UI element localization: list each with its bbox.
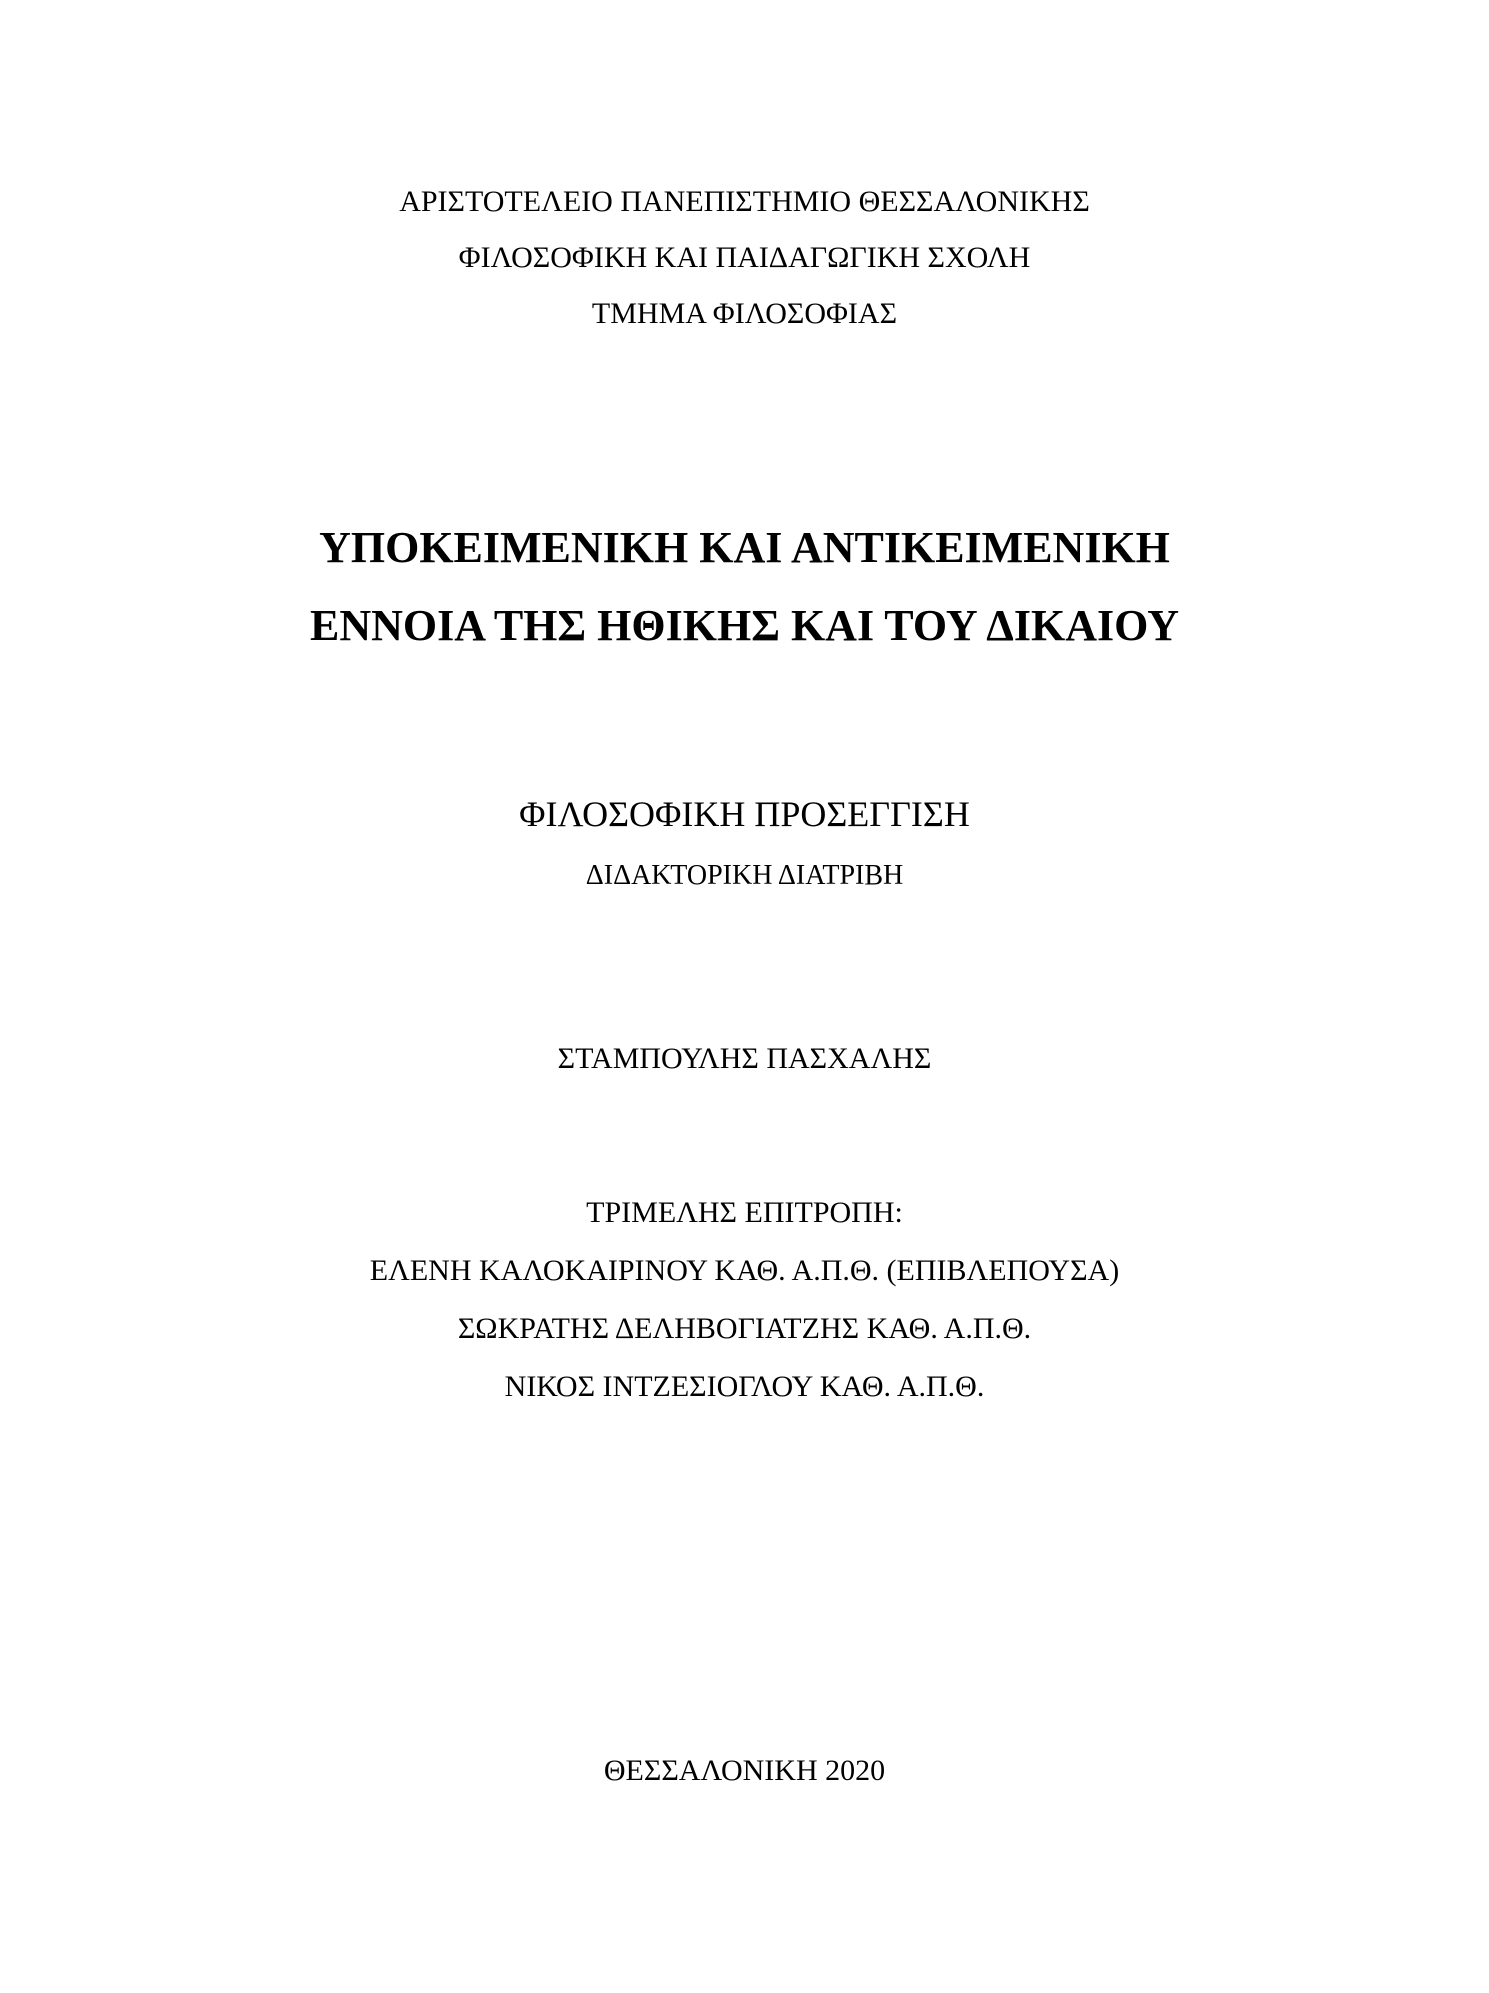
- school-name: ΦΙΛΟΣΟΦΙΚΗ ΚΑΙ ΠΑΙΔΑΓΩΓΙΚΗ ΣΧΟΛΗ: [458, 241, 1031, 274]
- committee-member-2: ΣΩΚΡΑΤΗΣ ΔΕΛΗΒΟΓΙΑΤΖΗΣ ΚΑΘ. Α.Π.Θ.: [457, 1312, 1032, 1345]
- thesis-title-line-1: ΥΠΟΚΕΙΜΕΝΙΚΗ ΚΑΙ ΑΝΤΙΚΕΙΜΕΝΙΚΗ: [319, 523, 1170, 572]
- committee-member-3: ΝΙΚΟΣ ΙΝΤΖΕΣΙΟΓΛΟΥ ΚΑΘ. Α.Π.Θ.: [504, 1370, 985, 1403]
- place-and-year: ΘΕΣΣΑΛΟΝΙΚΗ 2020: [603, 1754, 886, 1787]
- author-name: ΣΤΑΜΠΟΥΛΗΣ ΠΑΣΧΑΛΗΣ: [557, 1042, 932, 1075]
- committee-heading: ΤΡΙΜΕΛΗΣ ΕΠΙΤΡΟΠΗ:: [586, 1196, 903, 1229]
- document-type: ΔΙΔΑΚΤΟΡΙΚΗ ΔΙΑΤΡΙΒΗ: [585, 860, 904, 891]
- thesis-subtitle: ΦΙΛΟΣΟΦΙΚΗ ΠΡΟΣΕΓΓΙΣΗ: [519, 794, 970, 834]
- committee-member-1: ΕΛΕΝΗ ΚΑΛΟΚΑΙΡΙΝΟΥ ΚΑΘ. Α.Π.Θ. (ΕΠΙΒΛΕΠΟΥΣΑ): [369, 1254, 1120, 1287]
- department-name: ΤΜΗΜΑ ΦΙΛΟΣΟΦΙΑΣ: [591, 297, 898, 330]
- thesis-title-line-2: ΕΝΝΟΙΑ ΤΗΣ ΗΘΙΚΗΣ ΚΑΙ ΤΟΥ ΔΙΚΑΙΟΥ: [310, 601, 1179, 650]
- university-name: ΑΡΙΣΤΟΤΕΛΕΙΟ ΠΑΝΕΠΙΣΤΗΜΙΟ ΘΕΣΣΑΛΟΝΙΚΗΣ: [399, 185, 1090, 218]
